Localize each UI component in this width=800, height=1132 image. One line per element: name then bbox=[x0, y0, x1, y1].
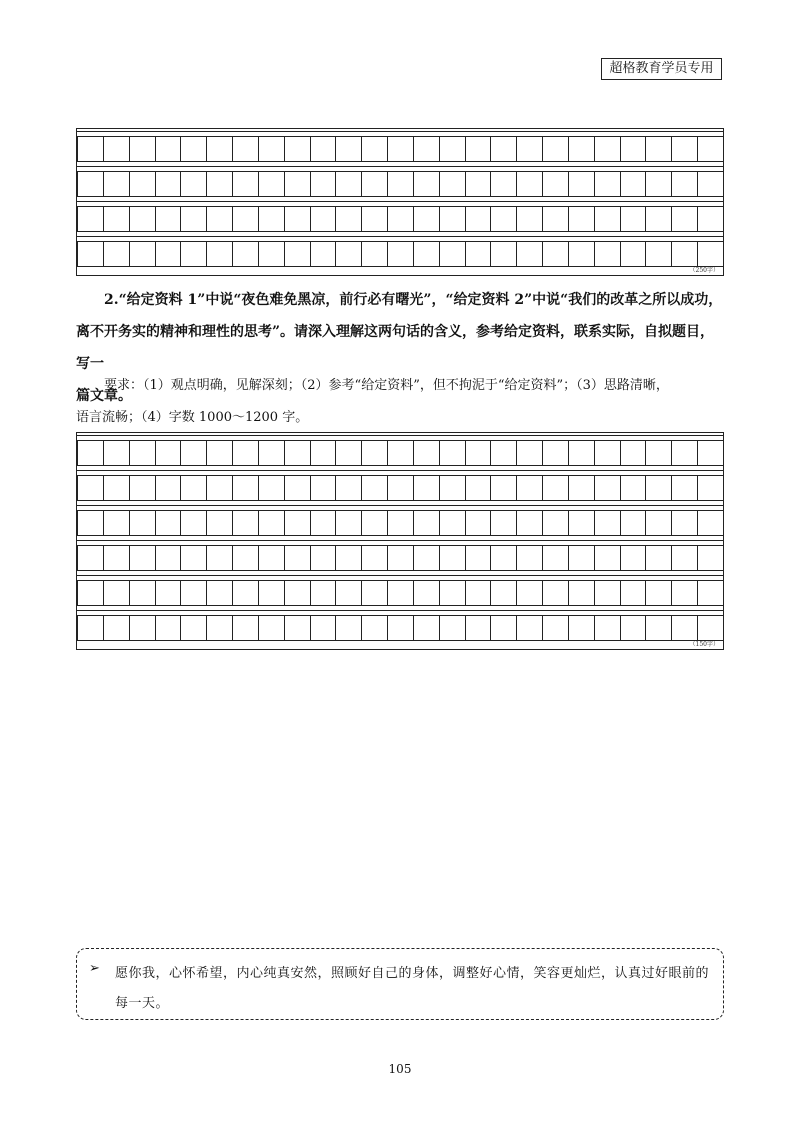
grid-cell bbox=[465, 615, 492, 641]
grid-cell bbox=[645, 580, 672, 606]
grid-cell bbox=[568, 206, 595, 232]
grid-cell bbox=[516, 615, 543, 641]
grid-cell bbox=[387, 241, 414, 267]
grid-cell bbox=[129, 136, 156, 162]
grid-cell bbox=[490, 475, 517, 501]
grid-cell bbox=[180, 241, 207, 267]
grid-row bbox=[77, 440, 723, 466]
grid-row bbox=[77, 241, 723, 267]
grid-cell bbox=[155, 171, 182, 197]
grid-cell bbox=[335, 206, 362, 232]
grid-cell bbox=[439, 206, 466, 232]
grid-row-separator bbox=[77, 470, 723, 471]
grid-cell bbox=[258, 615, 285, 641]
grid-cell bbox=[620, 580, 647, 606]
grid-cell bbox=[284, 206, 311, 232]
grid-cell bbox=[542, 440, 569, 466]
grid-cell bbox=[387, 615, 414, 641]
grid-cell bbox=[180, 580, 207, 606]
grid-cell bbox=[232, 206, 259, 232]
grid-cell bbox=[284, 136, 311, 162]
grid-cell bbox=[697, 136, 724, 162]
grid-cell bbox=[516, 545, 543, 571]
grid-cell bbox=[335, 136, 362, 162]
grid-cell bbox=[387, 545, 414, 571]
grid-cell bbox=[671, 545, 698, 571]
grid-cell bbox=[335, 241, 362, 267]
grid-2-count-label: （150字） bbox=[689, 641, 719, 648]
grid-cell bbox=[620, 136, 647, 162]
grid-row bbox=[77, 510, 723, 536]
grid-cell bbox=[594, 510, 621, 536]
grid-cell bbox=[620, 615, 647, 641]
grid-cell bbox=[180, 545, 207, 571]
grid-cell bbox=[439, 171, 466, 197]
grid-cell bbox=[439, 545, 466, 571]
grid-row-separator bbox=[77, 610, 723, 611]
grid-cell bbox=[671, 171, 698, 197]
grid-cell bbox=[542, 580, 569, 606]
grid-cell bbox=[361, 440, 388, 466]
grid-cell bbox=[361, 136, 388, 162]
writing-grid-2 bbox=[76, 432, 724, 650]
grid-cell bbox=[516, 241, 543, 267]
header-tag: 超格教育学员专用 bbox=[601, 58, 722, 80]
grid-cell bbox=[284, 440, 311, 466]
grid-cell bbox=[361, 171, 388, 197]
grid-cell bbox=[671, 510, 698, 536]
grid-cell bbox=[155, 615, 182, 641]
grid-cell bbox=[361, 615, 388, 641]
grid-cell bbox=[697, 475, 724, 501]
grid-cell bbox=[439, 580, 466, 606]
grid-cell bbox=[594, 440, 621, 466]
grid-cell bbox=[594, 545, 621, 571]
requirement-line-2: 语言流畅；（4）字数 1000～1200 字。 bbox=[76, 410, 309, 425]
grid-cell bbox=[335, 475, 362, 501]
grid-cell bbox=[413, 475, 440, 501]
grid-cell bbox=[645, 206, 672, 232]
grid-cell bbox=[206, 580, 233, 606]
grid-cell bbox=[516, 580, 543, 606]
grid-cell bbox=[180, 510, 207, 536]
grid-cell bbox=[620, 241, 647, 267]
grid-cell bbox=[335, 171, 362, 197]
grid-row-separator bbox=[77, 435, 723, 436]
grid-cell bbox=[490, 510, 517, 536]
grid-cell bbox=[387, 580, 414, 606]
grid-cell bbox=[620, 545, 647, 571]
grid-row-separator bbox=[77, 236, 723, 237]
grid-cell bbox=[465, 440, 492, 466]
grid-cell bbox=[413, 580, 440, 606]
grid-cell bbox=[465, 241, 492, 267]
grid-cell bbox=[232, 545, 259, 571]
grid-cell bbox=[232, 510, 259, 536]
grid-cell bbox=[129, 171, 156, 197]
grid-cell bbox=[206, 171, 233, 197]
grid-cell bbox=[413, 615, 440, 641]
grid-cell bbox=[77, 580, 104, 606]
grid-cell bbox=[258, 206, 285, 232]
grid-cell bbox=[620, 206, 647, 232]
grid-cell bbox=[568, 241, 595, 267]
grid-cell bbox=[645, 440, 672, 466]
grid-cell bbox=[361, 545, 388, 571]
grid-cell bbox=[490, 206, 517, 232]
grid-cell bbox=[568, 580, 595, 606]
grid-cell bbox=[439, 440, 466, 466]
grid-cell bbox=[413, 241, 440, 267]
grid-cell bbox=[516, 440, 543, 466]
grid-cell bbox=[180, 615, 207, 641]
grid-cell bbox=[568, 136, 595, 162]
grid-cell bbox=[594, 580, 621, 606]
grid-row bbox=[77, 580, 723, 606]
grid-cell bbox=[594, 171, 621, 197]
grid-cell bbox=[465, 475, 492, 501]
grid-cell bbox=[310, 615, 337, 641]
requirements bbox=[76, 370, 724, 434]
grid-cell bbox=[697, 580, 724, 606]
grid-cell bbox=[671, 440, 698, 466]
grid-cell bbox=[206, 241, 233, 267]
grid-cell bbox=[387, 171, 414, 197]
question-2-line-1: 2.“给定资料 1”中说“夜色难免黑凉，前行必有曙光”，“给定资料 2”中说“我们的改革之所以成功， bbox=[104, 292, 723, 308]
grid-cell bbox=[335, 510, 362, 536]
grid-cell bbox=[77, 136, 104, 162]
grid-cell bbox=[671, 206, 698, 232]
grid-row-separator bbox=[77, 166, 723, 167]
grid-cell bbox=[103, 440, 130, 466]
grid-cell bbox=[103, 136, 130, 162]
grid-cell bbox=[206, 440, 233, 466]
grid-cell bbox=[180, 206, 207, 232]
grid-cell bbox=[542, 136, 569, 162]
grid-cell bbox=[180, 171, 207, 197]
grid-cell bbox=[232, 136, 259, 162]
grid-cell bbox=[103, 580, 130, 606]
grid-cell bbox=[594, 136, 621, 162]
grid-cell bbox=[310, 206, 337, 232]
grid-cell bbox=[232, 171, 259, 197]
grid-cell bbox=[542, 171, 569, 197]
grid-cell bbox=[155, 241, 182, 267]
grid-cell bbox=[594, 206, 621, 232]
grid-cell bbox=[645, 510, 672, 536]
grid-cell bbox=[490, 136, 517, 162]
grid-cell bbox=[258, 241, 285, 267]
grid-cell bbox=[645, 241, 672, 267]
grid-cell bbox=[103, 615, 130, 641]
grid-cell bbox=[284, 241, 311, 267]
grid-1-count-label: （250字） bbox=[689, 267, 719, 274]
grid-cell bbox=[671, 136, 698, 162]
grid-cell bbox=[258, 475, 285, 501]
grid-cell bbox=[129, 475, 156, 501]
grid-cell bbox=[697, 545, 724, 571]
grid-row-separator bbox=[77, 505, 723, 506]
grid-row-separator bbox=[77, 575, 723, 576]
grid-cell bbox=[155, 545, 182, 571]
grid-cell bbox=[129, 510, 156, 536]
grid-cell bbox=[490, 171, 517, 197]
grid-cell bbox=[335, 615, 362, 641]
grid-cell bbox=[387, 510, 414, 536]
grid-cell bbox=[310, 241, 337, 267]
question-2-line-3: 篇文章。 bbox=[76, 388, 132, 404]
grid-cell bbox=[542, 615, 569, 641]
grid-cell bbox=[465, 545, 492, 571]
grid-cell bbox=[671, 580, 698, 606]
grid-cell bbox=[697, 615, 724, 641]
grid-cell bbox=[361, 510, 388, 536]
grid-cell bbox=[697, 171, 724, 197]
grid-cell bbox=[465, 510, 492, 536]
grid-cell bbox=[620, 475, 647, 501]
grid-cell bbox=[180, 475, 207, 501]
grid-row bbox=[77, 171, 723, 197]
grid-cell bbox=[490, 440, 517, 466]
grid-cell bbox=[439, 510, 466, 536]
requirement-line-1: 要求：（1）观点明确，见解深刻；（2）参考“给定资料”，但不拘泥于“给定资料”；（3）思路清晰， bbox=[104, 378, 669, 393]
grid-cell bbox=[645, 545, 672, 571]
grid-cell bbox=[387, 206, 414, 232]
grid-cell bbox=[490, 615, 517, 641]
grid-cell bbox=[103, 475, 130, 501]
grid-cell bbox=[77, 510, 104, 536]
grid-cell bbox=[697, 440, 724, 466]
grid-cell bbox=[310, 475, 337, 501]
grid-cell bbox=[77, 171, 104, 197]
grid-cell bbox=[568, 545, 595, 571]
grid-cell bbox=[620, 440, 647, 466]
grid-cell bbox=[568, 475, 595, 501]
grid-cell bbox=[284, 615, 311, 641]
grid-cell bbox=[232, 615, 259, 641]
grid-cell bbox=[155, 136, 182, 162]
grid-cell bbox=[620, 171, 647, 197]
grid-cell bbox=[542, 545, 569, 571]
grid-cell bbox=[516, 206, 543, 232]
grid-cell bbox=[335, 580, 362, 606]
grid-cell bbox=[310, 510, 337, 536]
grid-cell bbox=[465, 136, 492, 162]
grid-cell bbox=[645, 615, 672, 641]
grid-cell bbox=[77, 241, 104, 267]
grid-cell bbox=[310, 171, 337, 197]
grid-row-separator bbox=[77, 540, 723, 541]
grid-cell bbox=[232, 440, 259, 466]
grid-cell bbox=[284, 545, 311, 571]
grid-cell bbox=[180, 136, 207, 162]
grid-cell bbox=[335, 440, 362, 466]
grid-cell bbox=[413, 136, 440, 162]
grid-cell bbox=[542, 241, 569, 267]
grid-row bbox=[77, 545, 723, 571]
grid-cell bbox=[77, 545, 104, 571]
grid-cell bbox=[594, 241, 621, 267]
grid-row-separator bbox=[77, 131, 723, 132]
grid-cell bbox=[180, 440, 207, 466]
grid-cell bbox=[542, 206, 569, 232]
grid-cell bbox=[284, 475, 311, 501]
grid-cell bbox=[206, 510, 233, 536]
grid-cell bbox=[697, 241, 724, 267]
grid-cell bbox=[206, 475, 233, 501]
grid-cell bbox=[155, 475, 182, 501]
grid-cell bbox=[516, 136, 543, 162]
grid-cell bbox=[387, 440, 414, 466]
arrow-bullet-icon: ➢ bbox=[89, 961, 100, 976]
grid-cell bbox=[568, 510, 595, 536]
grid-cell bbox=[542, 475, 569, 501]
grid-cell bbox=[413, 440, 440, 466]
grid-cell bbox=[310, 136, 337, 162]
grid-row bbox=[77, 615, 723, 641]
grid-cell bbox=[77, 615, 104, 641]
grid-cell bbox=[671, 241, 698, 267]
grid-cell bbox=[335, 545, 362, 571]
grid-cell bbox=[671, 615, 698, 641]
grid-cell bbox=[465, 171, 492, 197]
grid-cell bbox=[103, 241, 130, 267]
grid-cell bbox=[206, 545, 233, 571]
grid-cell bbox=[258, 580, 285, 606]
grid-cell bbox=[645, 475, 672, 501]
grid-cell bbox=[206, 206, 233, 232]
grid-cell bbox=[258, 171, 285, 197]
grid-cell bbox=[77, 206, 104, 232]
grid-cell bbox=[387, 136, 414, 162]
grid-cell bbox=[697, 206, 724, 232]
grid-cell bbox=[258, 440, 285, 466]
grid-cell bbox=[258, 545, 285, 571]
motto-box bbox=[76, 948, 724, 1020]
grid-cell bbox=[284, 580, 311, 606]
grid-cell bbox=[155, 580, 182, 606]
grid-cell bbox=[413, 206, 440, 232]
grid-cell bbox=[490, 545, 517, 571]
grid-cell bbox=[129, 580, 156, 606]
grid-cell bbox=[310, 580, 337, 606]
grid-cell bbox=[206, 615, 233, 641]
grid-cell bbox=[439, 475, 466, 501]
grid-cell bbox=[77, 440, 104, 466]
grid-cell bbox=[129, 206, 156, 232]
grid-cell bbox=[206, 136, 233, 162]
grid-cell bbox=[594, 475, 621, 501]
grid-cell bbox=[645, 136, 672, 162]
grid-row bbox=[77, 136, 723, 162]
writing-grid-1 bbox=[76, 128, 724, 276]
grid-cell bbox=[490, 580, 517, 606]
grid-cell bbox=[465, 206, 492, 232]
grid-cell bbox=[387, 475, 414, 501]
question-2-line-2: 离不开务实的精神和理性的思考”。请深入理解这两句话的含义，参考给定资料，联系实际，自拟题目，写一 bbox=[76, 324, 715, 372]
page-number: 105 bbox=[388, 1062, 412, 1076]
motto-text: 愿你我，心怀希望，内心纯真安然，照顾好自己的身体，调整好心情，笑容更灿烂，认真过好眼前的每一天。 bbox=[115, 966, 710, 1011]
grid-cell bbox=[413, 171, 440, 197]
grid-cell bbox=[232, 241, 259, 267]
grid-cell bbox=[310, 440, 337, 466]
grid-cell bbox=[516, 510, 543, 536]
grid-cell bbox=[129, 545, 156, 571]
grid-cell bbox=[516, 475, 543, 501]
grid-cell bbox=[413, 545, 440, 571]
grid-cell bbox=[129, 241, 156, 267]
grid-cell bbox=[439, 241, 466, 267]
grid-cell bbox=[361, 475, 388, 501]
grid-cell bbox=[439, 136, 466, 162]
grid-cell bbox=[439, 615, 466, 641]
grid-row bbox=[77, 206, 723, 232]
grid-row bbox=[77, 475, 723, 501]
grid-cell bbox=[232, 475, 259, 501]
grid-cell bbox=[516, 171, 543, 197]
grid-cell bbox=[155, 510, 182, 536]
grid-cell bbox=[155, 440, 182, 466]
grid-cell bbox=[465, 580, 492, 606]
grid-cell bbox=[129, 615, 156, 641]
grid-cell bbox=[594, 615, 621, 641]
grid-row-separator bbox=[77, 201, 723, 202]
grid-cell bbox=[103, 206, 130, 232]
grid-cell bbox=[258, 136, 285, 162]
grid-cell bbox=[361, 241, 388, 267]
grid-cell bbox=[620, 510, 647, 536]
grid-cell bbox=[568, 171, 595, 197]
grid-cell bbox=[645, 171, 672, 197]
grid-cell bbox=[284, 171, 311, 197]
grid-cell bbox=[103, 510, 130, 536]
grid-cell bbox=[490, 241, 517, 267]
grid-cell bbox=[77, 475, 104, 501]
grid-cell bbox=[155, 206, 182, 232]
grid-cell bbox=[103, 171, 130, 197]
grid-cell bbox=[413, 510, 440, 536]
grid-cell bbox=[103, 545, 130, 571]
grid-cell bbox=[542, 510, 569, 536]
grid-cell bbox=[284, 510, 311, 536]
grid-cell bbox=[310, 545, 337, 571]
grid-cell bbox=[258, 510, 285, 536]
grid-cell bbox=[129, 440, 156, 466]
grid-cell bbox=[232, 580, 259, 606]
grid-cell bbox=[671, 475, 698, 501]
grid-cell bbox=[568, 440, 595, 466]
grid-cell bbox=[697, 510, 724, 536]
grid-cell bbox=[568, 615, 595, 641]
grid-cell bbox=[361, 206, 388, 232]
grid-cell bbox=[361, 580, 388, 606]
